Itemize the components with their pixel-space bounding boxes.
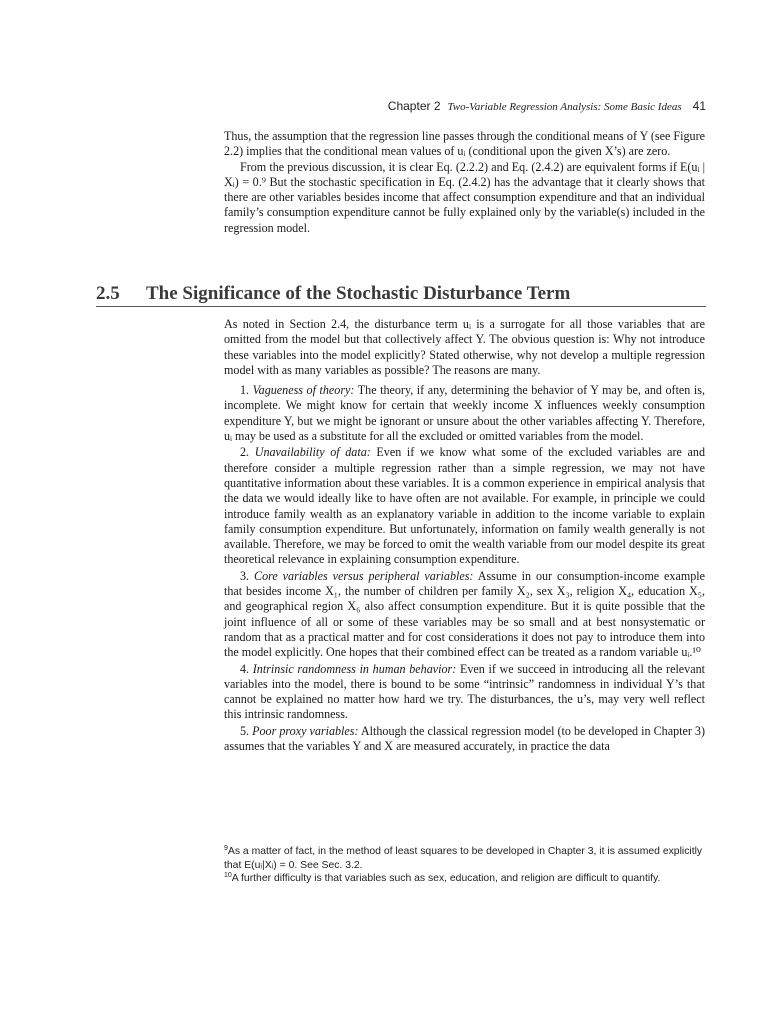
list-item-heading: Intrinsic randomness in human behavior: (252, 661, 457, 676)
section-body (224, 317, 705, 755)
footnote-mark: 9 (224, 845, 228, 852)
intro-text (224, 129, 705, 236)
intro-paragraph-2: From the previous discussion, it is clear Eq. (2.2.2) and Eq. (2.4.2) are equivalent forms if E(uᵢ | Xᵢ) = 0.⁹ But the stochastic specification in Eq. (2.4.2) has the advantage that it clearly shows that there are other variables besides income that affect consumption expenditure and that an individual family’s consumption expenditure cannot be fully explained only by the variable(s) included in the regression model. (224, 159, 705, 235)
list-item (224, 445, 705, 567)
list-item-heading: Vagueness of theory: (252, 383, 355, 398)
list-item-text: The theory, if any, determining the behavior of Y may be, and often is, incomplete. We might know for certain that weekly income X influences weekly consumption expenditure Y, but we might be ignorant or unsure about the other variables affecting Y. Therefore, uᵢ may be used as a substitute for all the excluded or omitted variables from the model. (224, 383, 705, 444)
list-item (224, 662, 705, 723)
section-heading (96, 283, 706, 307)
running-head-title: Two-Variable Regression Analysis: Some Basic Ideas (447, 101, 682, 113)
list-item-text: Even if we succeed in introducing all the relevant variables into the model, there is bound to be some “intrinsic” randomness in individual Y’s that cannot be explained no matter how hard we try. The disturbances, the u’s, may very well reflect this intrinsic randomness. (224, 661, 705, 722)
footnote-text: As a matter of fact, in the method of least squares to be developed in Chapter 3, it is assumed explicitly that E(uᵢ|Xᵢ) = 0. See Sec. 3.2. (224, 846, 703, 871)
footnote (224, 872, 705, 886)
footnotes (224, 845, 705, 886)
list-item (224, 724, 705, 755)
list-item-text: Although the classical regression model (to be developed in Chapter 3) assumes that the variables Y and X are measured accurately, in practice the data (224, 723, 705, 754)
footnote-text: A further difficulty is that variables such as sex, education, and religion are difficult to quantify. (231, 873, 661, 884)
section-lead-paragraph: As noted in Section 2.4, the disturbance term uᵢ is a surrogate for all those variables that are omitted from the model but that collectively affect Y. The obvious question is: Why not introduce these variables into the model explicitly? Stated otherwise, why not develop a multiple regression model with as many variables as possible? The reasons are many. (224, 317, 705, 377)
list-item (224, 383, 705, 444)
list-item-label: 1. (240, 383, 250, 398)
list-item-text: Even if we know what some of the excluded variables are and therefore consider a multiple regression rather than a simple regression, we may not have quantitative information about these variables. It is a common experience in empirical analysis that the data we would ideally like to have often are not available. For example, in principle we could introduce family wealth as an explanatory variable in addition to the income variable to explain family consumption expenditure. But unfortunately, information on family wealth generally is not available. Therefore, we may be forced to omit the wealth variable from our model despite its great theoretical relevance in explaining consumption expenditure. (224, 445, 705, 567)
list-item (224, 569, 705, 661)
footnote (224, 845, 705, 872)
list-item-label: 2. (240, 445, 250, 460)
running-head (388, 99, 706, 113)
list-item-heading: Poor proxy variables: (252, 723, 359, 738)
running-head-chapter: Chapter 2 (387, 99, 441, 113)
list-item-heading: Unavailability of data: (254, 445, 371, 460)
list-item-label: 5. (240, 723, 250, 738)
list-item-heading: Core variables versus peripheral variables: (254, 568, 474, 583)
section-number: 2.5 (96, 283, 120, 304)
section-title: The Significance of the Stochastic Disturbance Term (146, 283, 571, 304)
list-item-label: 4. (240, 661, 250, 676)
intro-paragraph-1: Thus, the assumption that the regression line passes through the conditional means of Y (see Figure 2.2) implies that the conditional mean values of uᵢ (conditional upon the given X’s) are zero. (224, 129, 705, 159)
list-item-label: 3. (240, 568, 250, 583)
page-number: 41 (692, 99, 706, 113)
list-item-text: Assume in our consumption-income example that besides income X₁, the number of children per family X₂, sex X₃, religion X₄, education X₅, and geographical region X₆ also affect consumption expenditure. But it is quite possible that the joint influence of all or some of these variables may be so small and at best nonsystematic or random that as a practical matter and for cost considerations it does not pay to introduce them into the model explicitly. One hopes that their combined effect can be treated as a random variable uᵢ.¹⁰ (224, 568, 706, 660)
footnote-mark: 10 (224, 872, 232, 879)
